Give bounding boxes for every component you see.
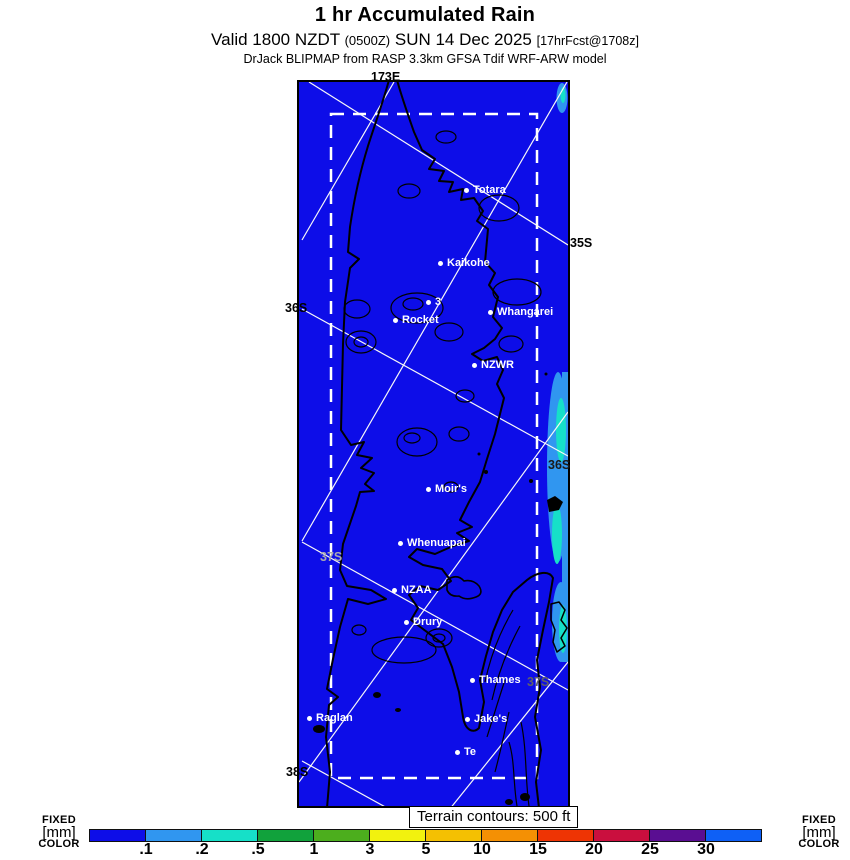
site-label: Te (464, 746, 477, 758)
terrain-contours-note (409, 806, 578, 828)
forecast-map (297, 80, 570, 808)
colorbar-tick-label: .2 (195, 841, 209, 858)
colorbar-segment (201, 829, 258, 842)
colorbar-tick-label: 30 (697, 841, 715, 858)
forecast-hour: [17hrFcst@1708z] (536, 34, 639, 48)
site-label: Jake's (474, 713, 508, 725)
site-label: Thames (479, 674, 521, 686)
colorbar-segment (89, 829, 146, 842)
site-label: Kaikohe (447, 257, 490, 269)
scale-color-label: COLOR (798, 838, 840, 850)
model-line: DrJack BLIPMAP from RASP 3.3km GFSA Tdif WRF-ARW model (243, 52, 607, 66)
colorbar-segment (369, 829, 426, 842)
colorbar-tick-label: .1 (139, 841, 153, 858)
graticule-label: 35S (570, 236, 593, 250)
valid-time-line (0, 30, 850, 50)
graticule-label: 38S (286, 765, 309, 779)
graticule-label: 36S (548, 458, 571, 472)
site-label: 3 (435, 296, 442, 308)
graticule-label: 36S (285, 301, 308, 315)
colorbar-tick-label: 10 (473, 841, 491, 858)
colorbar-segment (257, 829, 314, 842)
site-label: Drury (413, 616, 443, 628)
scale-mm-label: [mm] (802, 824, 836, 841)
colorbar-segment (145, 829, 202, 842)
site-label: Whangarei (497, 306, 554, 318)
colorbar-tick-label: 1 (309, 841, 319, 858)
colorbar-segment (313, 829, 370, 842)
graticule-label: 173E (371, 70, 401, 84)
valid-date: SUN 14 Dec 2025 (394, 30, 532, 49)
scale-fixed-label: FIXED (42, 814, 76, 826)
colorbar-tick-label: 15 (529, 841, 547, 858)
site-label: Totara (473, 184, 506, 196)
colorbar-tick-label: 5 (421, 841, 431, 858)
site-label: Raglan (316, 712, 353, 724)
colorbar-tick-label: 20 (585, 841, 603, 858)
scale-fixed-label: FIXED (802, 814, 836, 826)
site-label: Moir's (435, 483, 467, 495)
graticule-label: 37S (527, 675, 550, 689)
scale-unit-right (793, 815, 845, 850)
site-label: NZAA (401, 584, 432, 596)
graticule-label: 37S (320, 550, 343, 564)
site-label: Rocket (402, 314, 439, 326)
valid-prefix: Valid 1800 NZDT (211, 30, 340, 49)
colorbar-tick-label: 3 (365, 841, 375, 858)
colorbar-tick-label: .5 (251, 841, 265, 858)
page-title: 1 hr Accumulated Rain (314, 4, 536, 26)
header (0, 0, 850, 66)
scale-color-label: COLOR (38, 838, 80, 850)
valid-zulu: (0500Z) (344, 33, 391, 48)
scale-mm-label: [mm] (42, 824, 76, 841)
map-canvas (299, 82, 571, 806)
site-label: NZWR (481, 359, 514, 371)
site-label: Whenuapai (407, 537, 466, 549)
scale-unit-left (33, 815, 85, 850)
colorbar-tick-label: 25 (641, 841, 659, 858)
terrain-note-text: Terrain contours: 500 ft (417, 808, 571, 825)
